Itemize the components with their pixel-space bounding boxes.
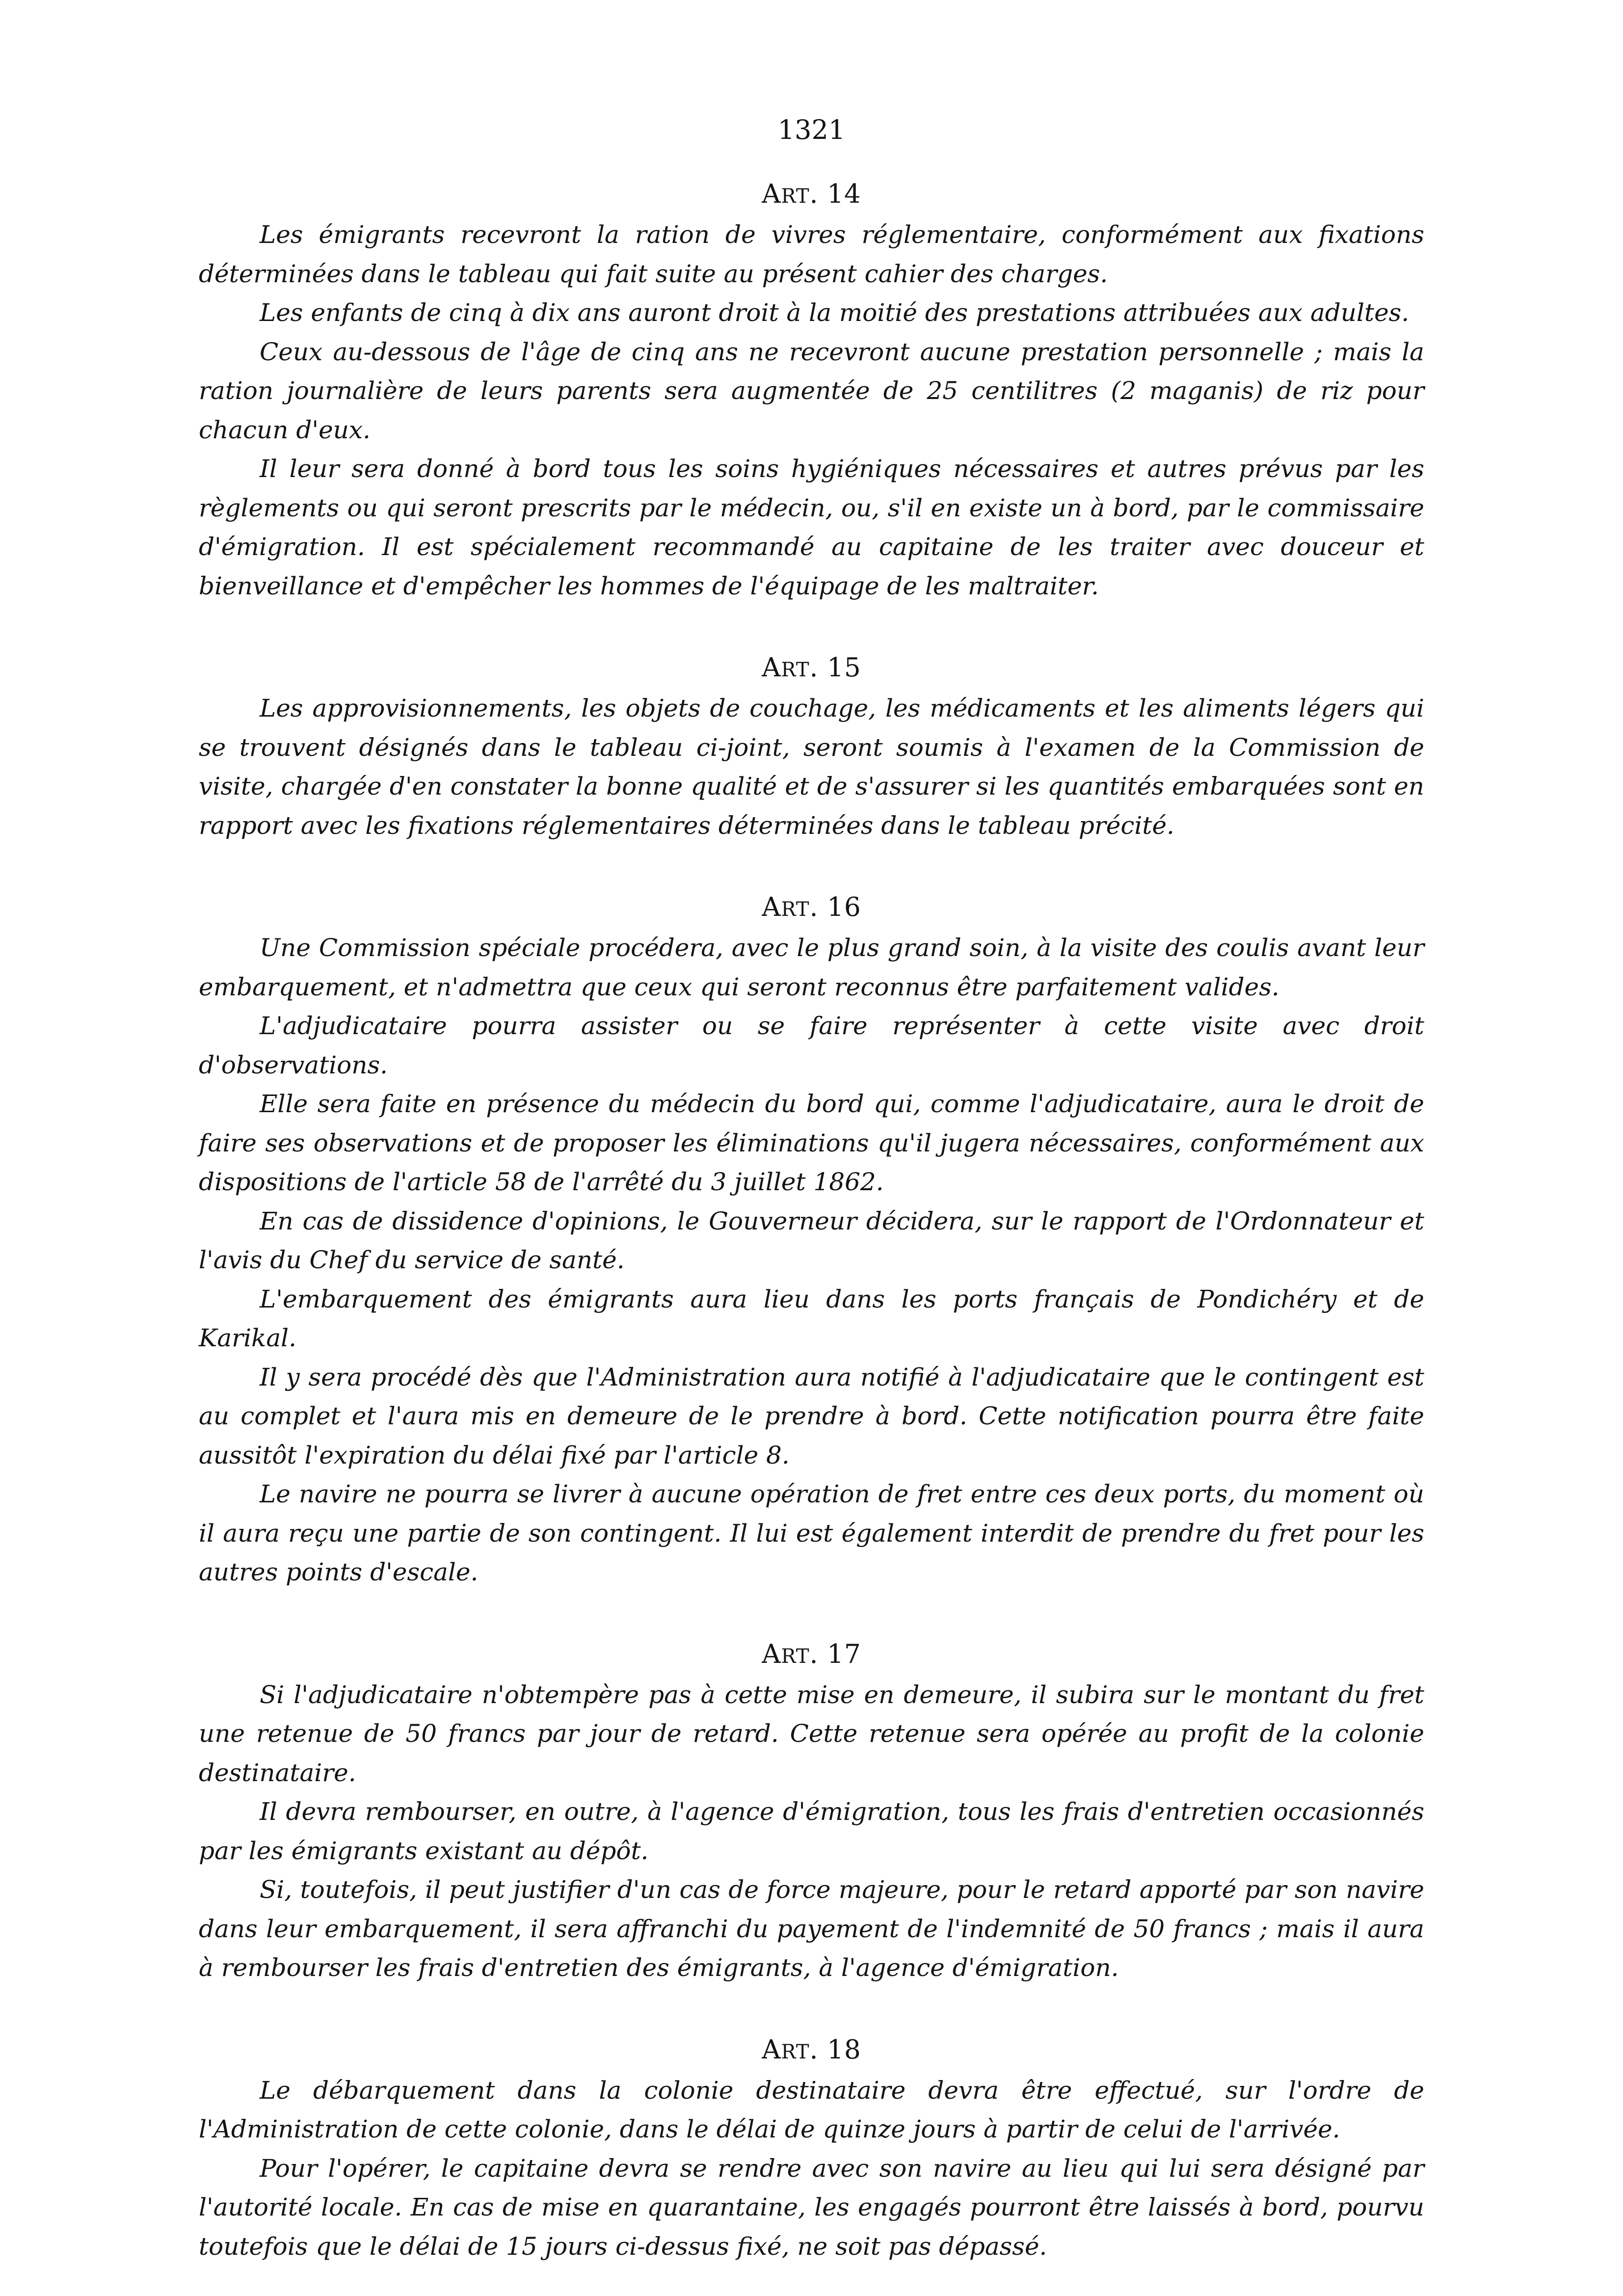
page-number: 1321	[777, 114, 846, 145]
article-18	[199, 2035, 1424, 2267]
paragraph: En cas de dissidence d'opinions, le Gouverneur décidera, sur le rapport de l'Ordonnateur et l'avis du Chef du service de santé.	[199, 1206, 1424, 1274]
article-heading: ART. 18	[762, 2034, 861, 2065]
paragraph: Si l'adjudicataire n'obtempère pas à cette mise en demeure, il subira sur le montant du fret une retenue de 50 francs par jour de retard. Cette retenue sera opérée au profit de la colonie destinataire.	[199, 1680, 1424, 1787]
paragraph: Ceux au-dessous de l'âge de cinq ans ne recevront aucune prestation personnelle ; mais la ration journalière de leurs parents sera augmentée de 25 centilitres (2 maganis) de riz pour chacun d'eux.	[199, 337, 1424, 444]
paragraph: Il devra rembourser, en outre, à l'agence d'émigration, tous les frais d'entretien occasionnés par les émigrants existant au dépôt.	[199, 1797, 1424, 1865]
article-15	[199, 653, 1424, 845]
article-heading: ART. 17	[762, 1639, 861, 1669]
paragraph: Le navire ne pourra se livrer à aucune opération de fret entre ces deux ports, du moment où il aura reçu une partie de son contingent. Il lui est également interdit de prendre du fret pour les autres points d'escale.	[199, 1480, 1424, 1586]
paragraph: Si, toutefois, il peut justifier d'un cas de force majeure, pour le retard apporté par son navire dans leur embarquement, il sera affranchi du payement de l'indemnité de 50 francs ; mais il aura à rembourser les frais d'entretien des émigrants, à l'agence d'émigration.	[199, 1875, 1424, 1982]
article-heading: ART. 16	[762, 892, 861, 922]
article-heading: ART. 14	[762, 179, 861, 209]
paragraph: Une Commission spéciale procédera, avec le plus grand soin, à la visite des coulis avant leur embarquement, et n'admettra que ceux qui seront reconnus être parfaitement valides.	[199, 934, 1424, 1001]
paragraph: Les enfants de cinq à dix ans auront droit à la moitié des prestations attribuées aux adultes.	[260, 298, 1410, 327]
paragraph: Elle sera faite en présence du médecin du bord qui, comme l'adjudicataire, aura le droit de faire ses observations et de proposer les éliminations qu'il jugera nécessaires, conformément aux dispositions de l'article 58 de l'arrêté du 3 juillet 1862.	[199, 1090, 1424, 1196]
paragraph: Pour l'opérer, le capitaine devra se rendre avec son navire au lieu qui lui sera désigné par l'autorité locale. En cas de mise en quarantaine, les engagés pourront être laissés à bord, pourvu toutefois que le délai de 15 jours ci-dessus fixé, ne soit pas dépassé.	[199, 2154, 1424, 2261]
article-14	[199, 179, 1424, 606]
paragraph: L'embarquement des émigrants aura lieu dans les ports français de Pondichéry et de Karikal.	[199, 1284, 1424, 1352]
paragraph: Il y sera procédé dès que l'Administration aura notifié à l'adjudicataire que le contingent est au complet et l'aura mis en demeure de le prendre à bord. Cette notification pourra être faite aussitôt l'expiration du délai fixé par l'article 8.	[199, 1362, 1424, 1469]
paragraph: L'adjudicataire pourra assister ou se faire représenter à cette visite avec droit d'observations.	[199, 1012, 1424, 1079]
paragraph: Les approvisionnements, les objets de couchage, les médicaments et les aliments légers qui se trouvent désignés dans le tableau ci-joint, seront soumis à l'examen de la Commission de visite, chargée d'en constater la bonne qualité et de s'assurer si les quantités embarquées sont en rapport avec les fixations réglementaires déterminées dans le tableau précité.	[199, 694, 1424, 840]
article-17	[199, 1639, 1424, 1988]
paragraph: Les émigrants recevront la ration de vivres réglementaire, conformément aux fixations déterminées dans le tableau qui fait suite au présent cahier des charges.	[199, 220, 1424, 288]
paragraph: Il leur sera donné à bord tous les soins hygiéniques nécessaires et autres prévus par les règlements ou qui seront prescrits par le médecin, ou, s'il en existe un à bord, par le commissaire d'émigration. Il est spécialement recommandé au capitaine de les traiter avec douceur et bienveillance et d'empêcher les hommes de l'équipage de les maltraiter.	[199, 454, 1424, 600]
article-16	[199, 892, 1424, 1592]
paragraph: Le débarquement dans la colonie destinataire devra être effectué, sur l'ordre de l'Administration de cette colonie, dans le délai de quinze jours à partir de celui de l'arrivée.	[199, 2076, 1424, 2143]
article-heading: ART. 15	[762, 653, 861, 683]
